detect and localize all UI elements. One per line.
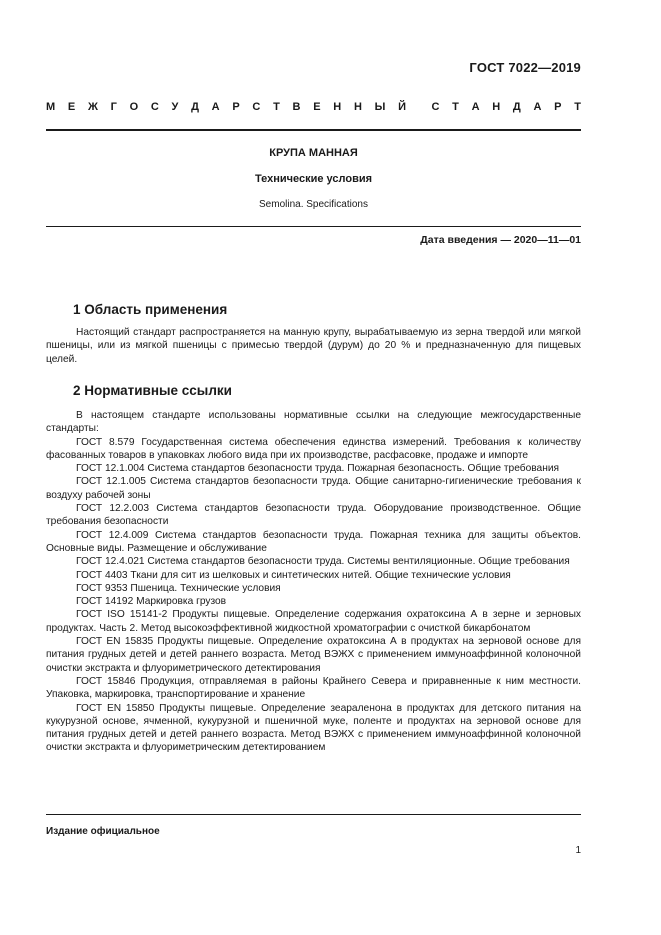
heading-letter: М	[46, 101, 56, 113]
heading-letter: Т	[273, 101, 280, 113]
official-edition-label: Издание официальное	[46, 826, 160, 837]
reference-item: ГОСТ 12.1.004 Система стандартов безопасности труда. Пожарная безопасность. Общие требования	[76, 463, 560, 475]
heading-letter: Н	[333, 101, 342, 113]
heading-letter: Г	[110, 101, 117, 113]
section-1-heading: 1 Область применения	[73, 302, 228, 317]
section-1-text: Настоящий стандарт распространяется на манную крупу, вырабатываемую из зерна твердой или мягкой пшеницы, или из мягкой пшеницы с примесью твердой (дурум) до 20 % и предназначенную для пищевых целей.	[46, 327, 581, 365]
reference-item: ГОСТ 9353 Пшеница. Технические условия	[76, 582, 281, 594]
heading-letter: Т	[574, 101, 581, 113]
reference-item: ГОСТ 14192 Маркировка грузов	[76, 596, 227, 608]
reference-item: ГОСТ 12.1.005 Система стандартов безопасности труда. Общие санитарно-гигиенические требования к воздуху рабочей зоны	[46, 476, 581, 501]
heading-letter: С	[252, 101, 261, 113]
heading-letter: А	[533, 101, 542, 113]
reference-item: ГОСТ ISO 15141-2 Продукты пищевые. Определение содержания охратоксина А в зерне и зерновых продуктах. Часть 2. Метод высокоэффективной жидкостной хроматографии с очисткой бикарбонатом	[46, 609, 581, 634]
heading-letter: Ы	[374, 101, 386, 113]
heading-letter: Р	[554, 101, 562, 113]
heading-letter: Д	[512, 101, 521, 113]
reference-item: ГОСТ 12.4.021 Система стандартов безопасности труда. Системы вентиляционные. Общие требования	[76, 556, 570, 568]
reference-item: ГОСТ EN 15850 Продукты пищевые. Определение зеараленона в продуктах для детского питания на кукурузной основе, ячменной, кукурузной и пшеничной муке, поленте и продуктах на зерновой основе для питания грудных детей и детей раннего возраста. Метод ВЭЖХ с применением иммуноаффинной колоночной очистки экстракта и флуориметрическим детектированием	[46, 702, 581, 754]
heading-letter: Н	[492, 101, 501, 113]
introduction-date: Дата введения — 2020—11—01	[420, 234, 581, 246]
document-subtitle: Технические условия	[254, 173, 373, 185]
heading-letter: С	[431, 101, 440, 113]
heading-letter: Р	[232, 101, 240, 113]
document-number: ГОСТ 7022—2019	[469, 60, 581, 75]
reference-item: ГОСТ 8.579 Государственная система обеспечения единства измерений. Требования к количеству фасованных товаров в упаковках любого вида при их производстве, расфасовке, продаже и импорте	[46, 436, 581, 461]
heading-letter: Н	[353, 101, 362, 113]
header-rule	[46, 129, 581, 131]
heading-letter: А	[211, 101, 220, 113]
interstate-standard-heading	[46, 101, 581, 113]
heading-letter: Д	[191, 101, 199, 113]
reference-item: ГОСТ 12.4.009 Система стандартов безопасности труда. Пожарная техника для защиты объектов. Основные виды. Размещение и обслуживание	[46, 529, 581, 554]
heading-letter: Й	[398, 101, 407, 113]
heading-letter: Е	[313, 101, 321, 113]
reference-item: ГОСТ 15846 Продукция, отправляемая в районы Крайнего Севера и приравненные к ним местности. Упаковка, маркировка, транспортирование и хранение	[46, 675, 581, 701]
heading-letter: У	[171, 101, 179, 113]
heading-letter: А	[471, 101, 480, 113]
document-title: КРУПА МАННАЯ	[269, 147, 358, 159]
reference-item: ГОСТ 12.2.003 Система стандартов безопасности труда. Оборудование производственное. Общие требования безопасности	[46, 503, 581, 528]
footer-rule	[46, 814, 581, 815]
heading-letter: Ж	[87, 101, 98, 113]
section-2-heading: 2 Нормативные ссылки	[73, 383, 232, 398]
heading-letter: В	[292, 101, 301, 113]
section-2-body	[46, 409, 581, 755]
heading-letter: Т	[452, 101, 459, 113]
heading-letter: С	[150, 101, 159, 113]
heading-letter: О	[129, 101, 139, 113]
reference-item: ГОСТ 4403 Ткани для сит из шелковых и синтетических нитей. Общие технические условия	[76, 569, 511, 581]
references-intro: В настоящем стандарте использованы нормативные ссылки на следующие межгосударственные стандарты:	[46, 410, 581, 435]
title-rule	[46, 226, 581, 227]
heading-letter: Е	[67, 101, 76, 113]
page-number: 1	[575, 845, 581, 856]
document-subtitle-english: Semolina. Specifications	[259, 199, 368, 210]
reference-item: ГОСТ EN 15835 Продукты пищевые. Определение охратоксина А в продуктах на зерновой основе для питания грудных детей и детей раннего возраста. Метод ВЭЖХ с применением иммуноаффинной колоночной очистки экстракта и флуориметрического детектирования	[46, 636, 581, 674]
